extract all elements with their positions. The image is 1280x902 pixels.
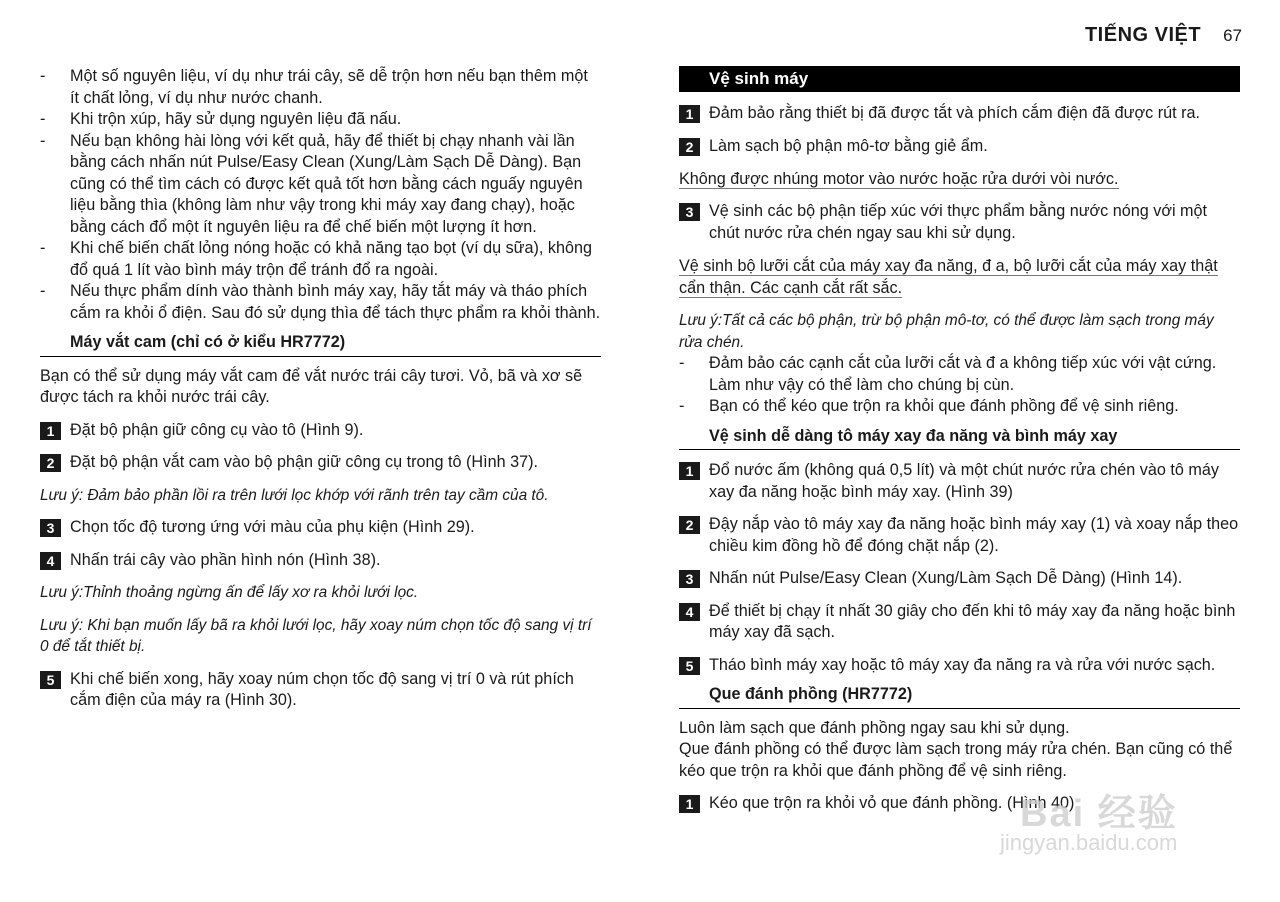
step-item: 1 Đổ nước ấm (không quá 0,5 lít) và một chút nước rửa chén vào tô máy xay đa năng hoặc bình máy xay. (Hình 39)	[679, 460, 1240, 503]
intro-paragraph: Bạn có thể sử dụng máy vắt cam để vắt nước trái cây tươi. Vỏ, bã và xơ sẽ được tách ra khỏi nước trái cây.	[40, 366, 583, 406]
step-number: 3	[679, 570, 700, 588]
step-number: 4	[679, 603, 700, 621]
paragraph: Luôn làm sạch que đánh phồng ngay sau khi sử dụng.	[679, 718, 1070, 737]
step-item: 5 Khi chế biến xong, hãy xoay núm chọn tốc độ sang vị trí 0 và rút phích cắm điện của máy ra (Hình 30).	[40, 669, 601, 712]
step-item: 2 Đặt bộ phận vắt cam vào bộ phận giữ công cụ trong tô (Hình 37).	[40, 452, 601, 474]
step-number: 5	[679, 657, 700, 675]
left-column	[40, 66, 601, 712]
paragraph: Que đánh phồng có thể được làm sạch trong máy rửa chén. Bạn cũng có thể kéo que trộn ra khỏi que đánh phồng để vệ sinh riêng.	[679, 740, 1233, 780]
section-title-bar: Vệ sinh máy	[679, 66, 1240, 92]
note-text: Lưu ý: Khi bạn muốn lấy bã ra khỏi lưới lọc, hãy xoay núm chọn tốc độ sang vị trí 0 để tắt thiết bị.	[40, 616, 592, 655]
step-item: 1 Đảm bảo rằng thiết bị đã được tắt và phích cắm điện đã được rút ra.	[679, 103, 1240, 125]
list-item: - Khi trộn xúp, hãy sử dụng nguyên liệu đã nấu.	[40, 110, 402, 128]
step-item: 4 Để thiết bị chạy ít nhất 30 giây cho đến khi tô máy xay đa năng hoặc bình máy xay đã sạch.	[679, 601, 1240, 644]
step-number: 2	[40, 454, 61, 472]
step-item: 3 Vệ sinh các bộ phận tiếp xúc với thực phẩm bằng nước nóng với một chút nước rửa chén ngay sau khi sử dụng.	[679, 201, 1240, 244]
page-header	[1085, 24, 1242, 47]
list-item: - Nếu bạn không hài lòng với kết quả, hãy để thiết bị chạy nhanh vài lần bằng cách nhấn nút Pulse/Easy Clean (Xung/Làm Sạch Dễ Dàng). Bạn cũng có thể tìm cách có được kết quả tốt hơn bằng cách nguấy nguyên liệu bằng thìa (không làm như vậy trong khi máy xay đang chạy), hoặc bằng cách đổ một ít nguyên liệu ra để chế biến một lượng ít hơn.	[40, 131, 583, 236]
section-subheading: Vệ sinh dễ dàng tô máy xay đa năng và bình máy xay	[679, 426, 1240, 451]
watermark-logo: Bai 经验 jingyan.baidu.com	[1000, 793, 1178, 855]
list-item: - Đảm bảo các cạnh cắt của lưỡi cắt và đ a không tiếp xúc với vật cứng. Làm như vậy có thể làm cho chúng bị cùn.	[679, 354, 1217, 394]
step-item: 2 Đậy nắp vào tô máy xay đa năng hoặc bình máy xay (1) và xoay nắp theo chiều kim đồng hồ để đóng chặt nắp (2).	[679, 514, 1240, 557]
page-number: 67	[1223, 26, 1242, 45]
step-number: 1	[679, 105, 700, 123]
step-number: 3	[40, 519, 61, 537]
step-number: 1	[679, 795, 700, 813]
step-number: 1	[679, 462, 700, 480]
note-text: Lưu ý:Thỉnh thoảng ngừng ấn để lấy xơ ra khỏi lưới lọc.	[40, 584, 419, 601]
step-number: 4	[40, 552, 61, 570]
step-number: 1	[40, 422, 61, 440]
step-number: 5	[40, 671, 61, 689]
step-item: 1 Đặt bộ phận giữ công cụ vào tô (Hình 9).	[40, 420, 601, 442]
step-item: 5 Tháo bình máy xay hoặc tô máy xay đa năng ra và rửa với nước sạch.	[679, 655, 1240, 677]
step-number: 2	[679, 516, 700, 534]
list-item: - Nếu thực phẩm dính vào thành bình máy xay, hãy tắt máy và tháo phích cắm ra khỏi ổ điện. Sau đó sử dụng thìa để tách thực phẩm ra khỏi thành.	[40, 282, 601, 322]
step-number: 2	[679, 138, 700, 156]
right-column	[679, 66, 1240, 815]
section-subheading: Máy vắt cam (chỉ có ở kiểu HR7772)	[40, 332, 601, 357]
step-number: 3	[679, 203, 700, 221]
warning-text: Vệ sinh bộ lưỡi cắt của máy xay đa năng, đ a, bộ lưỡi cắt của máy xay thật cẩn thận. Các cạnh cắt rất sắc.	[679, 257, 1218, 297]
list-item: - Một số nguyên liệu, ví dụ như trái cây, sẽ dễ trộn hơn nếu bạn thêm một ít chất lỏng, ví dụ như nước chanh.	[40, 67, 588, 107]
step-item: 4 Nhấn trái cây vào phần hình nón (Hình 38).	[40, 550, 601, 572]
warning-text: Không được nhúng motor vào nước hoặc rửa dưới vòi nước.	[679, 170, 1119, 188]
step-item: 1 Kéo que trộn ra khỏi vỏ que đánh phồng. (Hình 40)	[679, 793, 1240, 815]
section-subheading: Que đánh phồng (HR7772)	[679, 684, 1240, 709]
language-title: TIẾNG VIỆT	[1084, 24, 1202, 46]
list-item: - Bạn có thể kéo que trộn ra khỏi que đánh phồng để vệ sinh riêng.	[679, 397, 1179, 415]
list-item: - Khi chế biến chất lỏng nóng hoặc có khả năng tạo bọt (ví dụ sữa), không đổ quá 1 lít vào bình máy trộn để tránh đổ ra ngoài.	[40, 239, 592, 279]
note-text: Lưu ý: Đảm bảo phần lồi ra trên lưới lọc khớp với rãnh trên tay cầm của tô.	[40, 486, 549, 504]
step-item: 3 Chọn tốc độ tương ứng với màu của phụ kiện (Hình 29).	[40, 517, 601, 539]
note-text: Lưu ý:Tất cả các bộ phận, trừ bộ phận mô-tơ, có thể được làm sạch trong máy rửa chén.	[679, 312, 1214, 351]
step-item: 2 Làm sạch bộ phận mô-tơ bằng giẻ ẩm.	[679, 136, 1240, 158]
step-item: 3 Nhấn nút Pulse/Easy Clean (Xung/Làm Sạch Dễ Dàng) (Hình 14).	[679, 568, 1240, 590]
